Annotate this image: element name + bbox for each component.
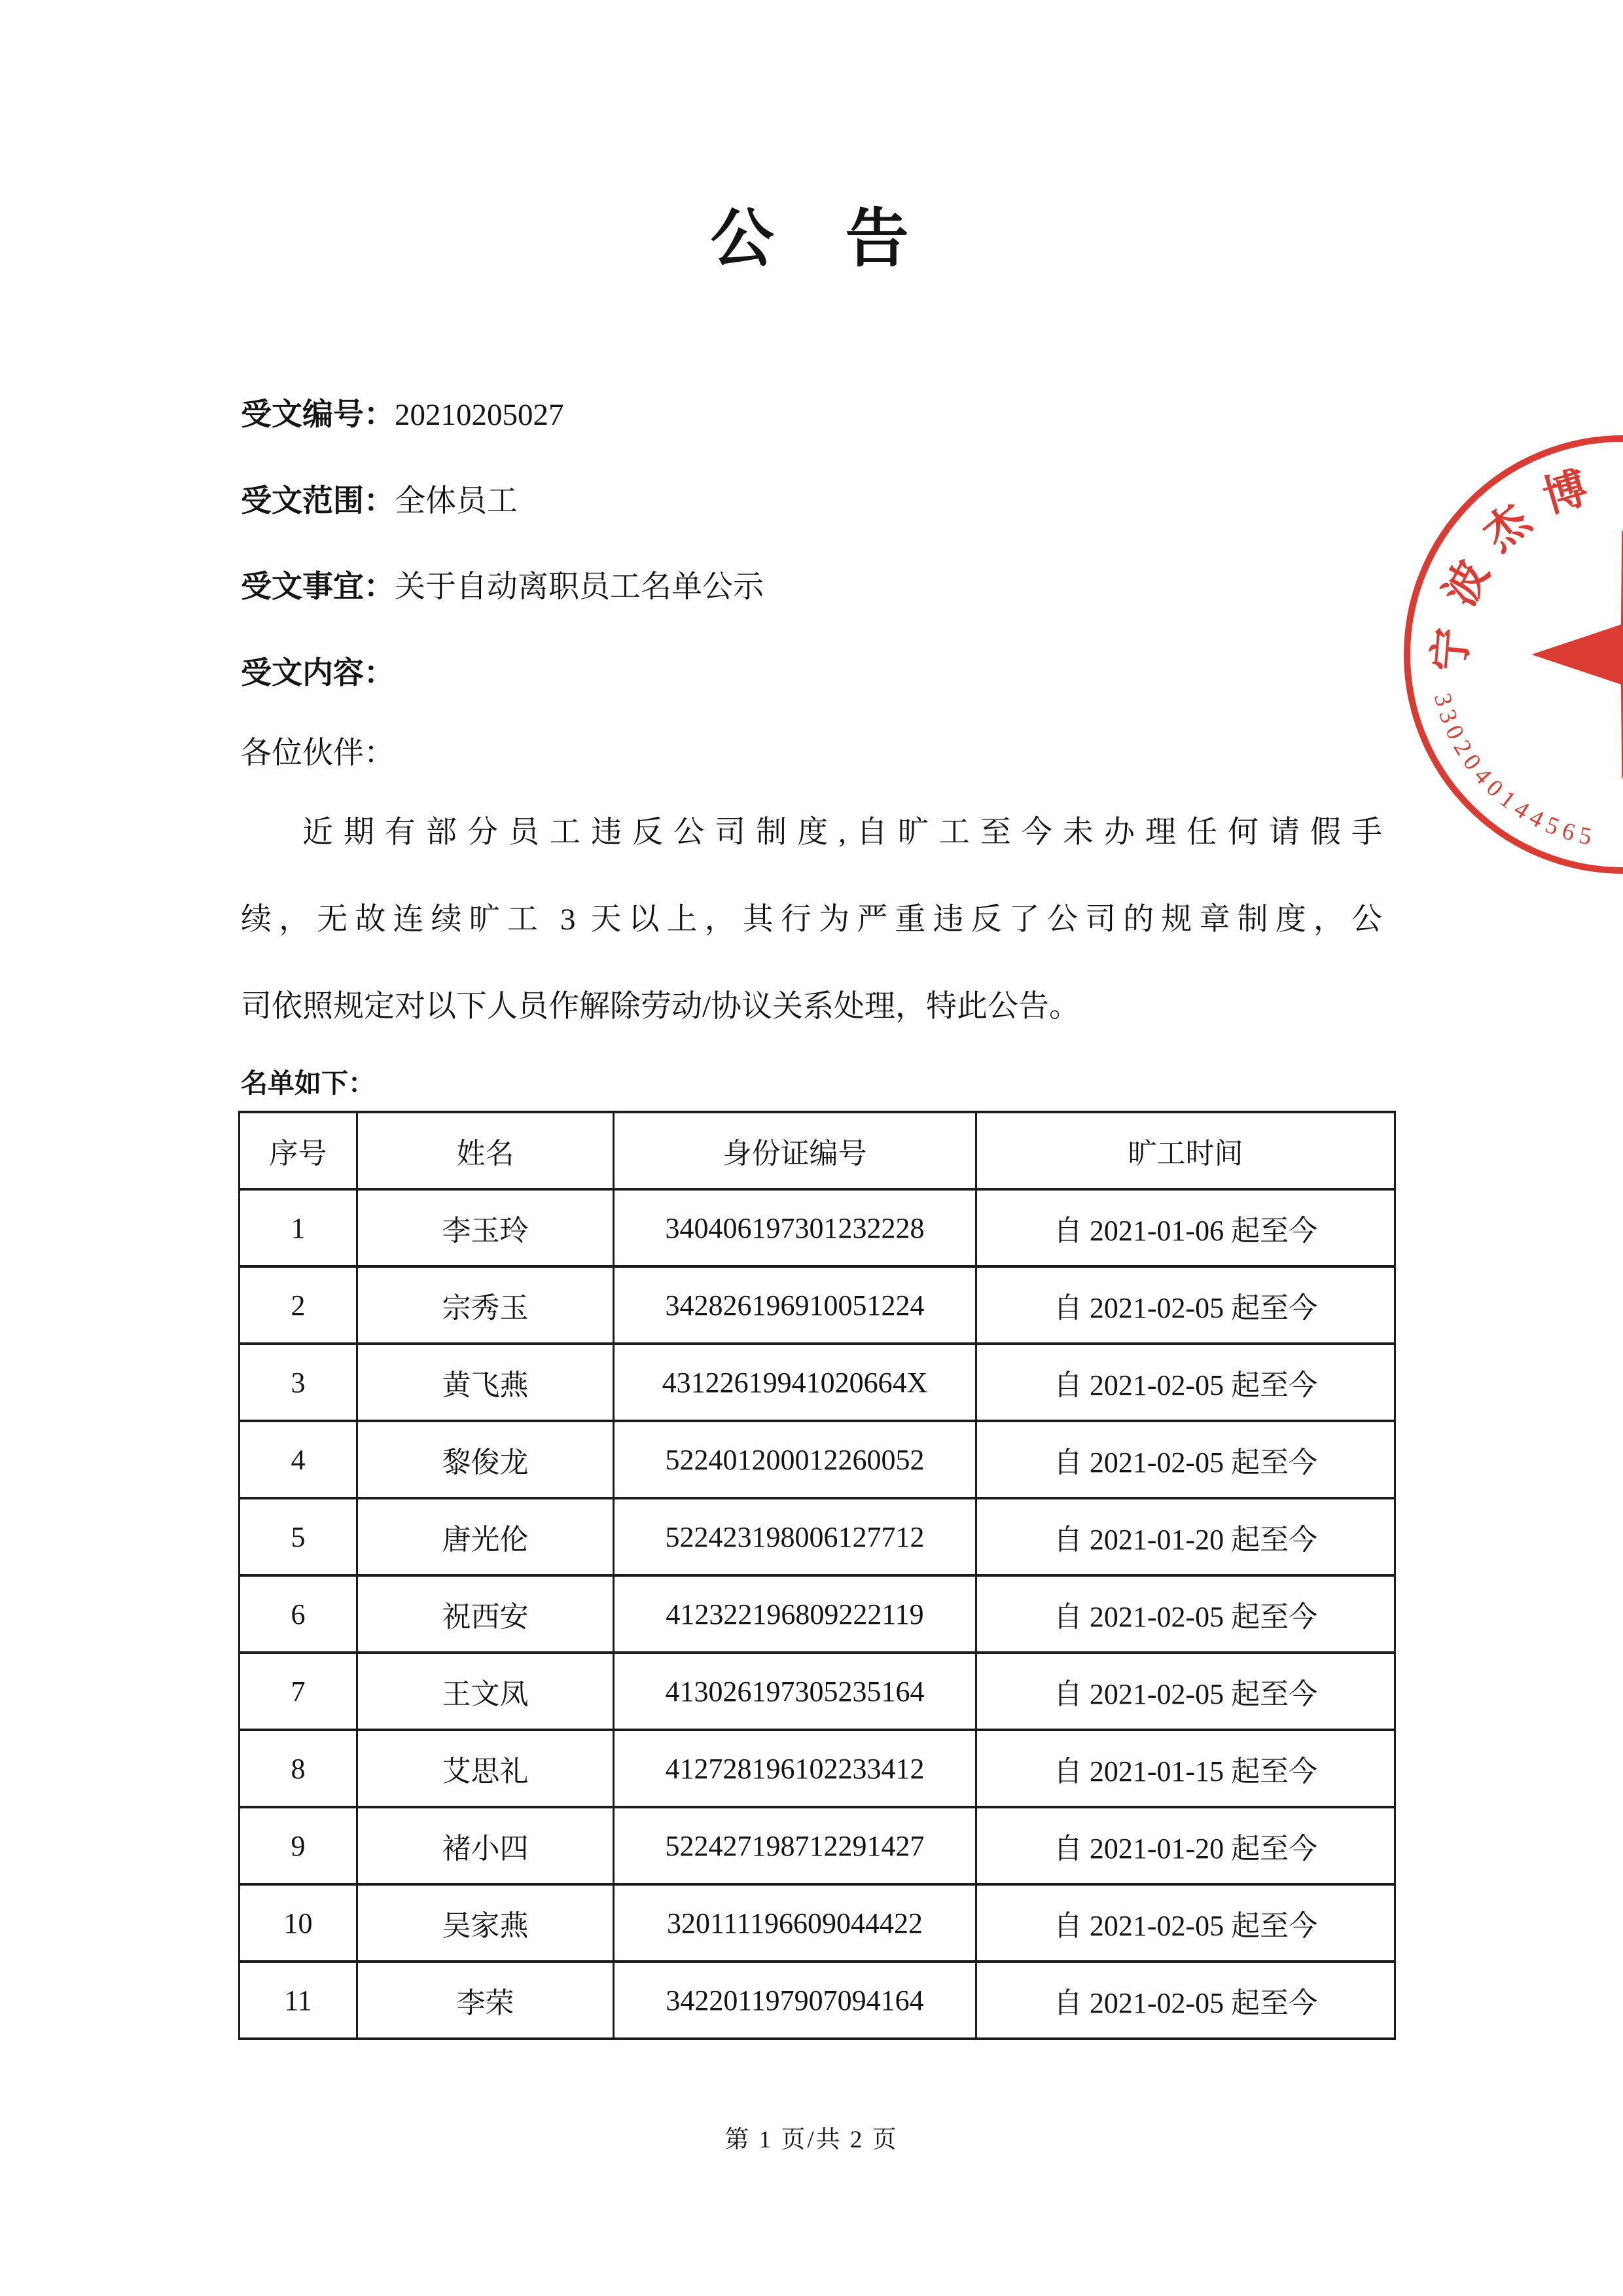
field-doc-number-label: 受文编号：	[241, 398, 395, 432]
table-cell: 黎俊龙	[357, 1421, 614, 1498]
table-cell: 黄飞燕	[357, 1344, 614, 1421]
table-cell: 9	[240, 1807, 357, 1884]
field-content-label: 受文内容：	[241, 656, 395, 691]
table-cell: 5	[240, 1498, 357, 1575]
table-row	[240, 1498, 1395, 1575]
table-cell: 412728196102233412	[614, 1730, 976, 1807]
table-row	[240, 1575, 1395, 1653]
table-cell: 自 2021-02-05 起至今	[976, 1884, 1395, 1962]
salutation: 各位伙伴：	[241, 736, 395, 770]
table-row	[240, 1962, 1395, 2039]
table-cell: 自 2021-01-15 起至今	[976, 1730, 1395, 1807]
table-cell: 宗秀玉	[357, 1266, 614, 1344]
page-footer: 第 1 页/共 2 页	[724, 2126, 899, 2153]
table-cell: 自 2021-02-05 起至今	[976, 1962, 1395, 2039]
table-cell: 320111196609044422	[614, 1884, 976, 1962]
table-cell: 自 2021-02-05 起至今	[976, 1266, 1395, 1344]
table-cell: 10	[240, 1884, 357, 1962]
table-cell: 8	[240, 1730, 357, 1807]
table-row	[240, 1884, 1395, 1962]
company-stamp-icon	[1368, 419, 1623, 897]
table-cell: 43122619941020664X	[614, 1344, 976, 1421]
field-subject-label: 受文事宜：	[241, 570, 395, 604]
table-header-cell: 旷工时间	[976, 1112, 1395, 1189]
stamp-company-text: 宁波杰博	[1426, 458, 1612, 673]
table-cell: 6	[240, 1575, 357, 1653]
table-cell: 522423198006127712	[614, 1498, 976, 1575]
field-subject-value: 关于自动离职员工名单公示	[395, 570, 764, 604]
table-row	[240, 1807, 1395, 1884]
field-doc-number-value: 20210205027	[395, 398, 564, 432]
absentee-roster-table	[238, 1111, 1396, 2040]
table-cell: 2	[240, 1266, 357, 1344]
page-title: 公 告	[710, 204, 913, 274]
field-scope-label: 受文范围：	[241, 484, 395, 518]
field-subject	[241, 562, 764, 606]
table-header-cell: 序号	[240, 1112, 357, 1189]
table-cell: 艾思礼	[357, 1730, 614, 1807]
field-scope-value: 全体员工	[395, 484, 518, 518]
table-cell: 340406197301232228	[614, 1189, 976, 1266]
table-row	[240, 1344, 1395, 1421]
table-cell: 自 2021-01-20 起至今	[976, 1807, 1395, 1884]
field-content	[241, 649, 395, 692]
table-cell: 自 2021-02-05 起至今	[976, 1575, 1395, 1653]
table-cell: 522401200012260052	[614, 1421, 976, 1498]
table-header-cell: 姓名	[357, 1112, 614, 1189]
table-row	[240, 1653, 1395, 1730]
table-cell: 522427198712291427	[614, 1807, 976, 1884]
table-cell: 1	[240, 1189, 357, 1266]
body-line-2: 续，无故连续旷工 3 天以上，其行为严重违反了公司的规章制度，公	[241, 903, 1382, 937]
table-body	[240, 1189, 1395, 2039]
stamp-number-text: 3302040144565	[1428, 690, 1600, 852]
table-cell: 11	[240, 1962, 357, 2039]
table-cell: 自 2021-02-05 起至今	[976, 1653, 1395, 1730]
table-cell: 唐光伦	[357, 1498, 614, 1575]
body-line-1: 近期有部分员工违反公司制度,自旷工至今未办理任何请假手	[302, 816, 1382, 850]
table-row	[240, 1421, 1395, 1498]
table-cell: 李玉玲	[357, 1189, 614, 1266]
table-cell: 自 2021-01-06 起至今	[976, 1189, 1395, 1266]
table-cell: 自 2021-02-05 起至今	[976, 1421, 1395, 1498]
table-cell: 褚小四	[357, 1807, 614, 1884]
table-cell: 4	[240, 1421, 357, 1498]
table-cell: 342826196910051224	[614, 1266, 976, 1344]
table-row	[240, 1266, 1395, 1344]
table-header-cell: 身份证编号	[614, 1112, 976, 1189]
table-cell: 自 2021-01-20 起至今	[976, 1498, 1395, 1575]
table-cell: 342201197907094164	[614, 1962, 976, 2039]
field-scope	[241, 476, 518, 520]
table-row	[240, 1730, 1395, 1807]
table-cell: 吴家燕	[357, 1884, 614, 1962]
table-cell: 王文凤	[357, 1653, 614, 1730]
table-cell: 413026197305235164	[614, 1653, 976, 1730]
list-label: 名单如下：	[241, 1068, 375, 1098]
body-line-3: 司依照规定对以下人员作解除劳动/协议关系处理，特此公告。	[241, 990, 1080, 1024]
star-icon	[1531, 530, 1623, 779]
field-doc-number	[241, 390, 564, 434]
table-cell: 3	[240, 1344, 357, 1421]
table-cell: 李荣	[357, 1962, 614, 2039]
table-header-row	[240, 1112, 1395, 1189]
table-row	[240, 1189, 1395, 1266]
table-cell: 412322196809222119	[614, 1575, 976, 1653]
table-cell: 7	[240, 1653, 357, 1730]
table-cell: 祝西安	[357, 1575, 614, 1653]
table-cell: 自 2021-02-05 起至今	[976, 1344, 1395, 1421]
